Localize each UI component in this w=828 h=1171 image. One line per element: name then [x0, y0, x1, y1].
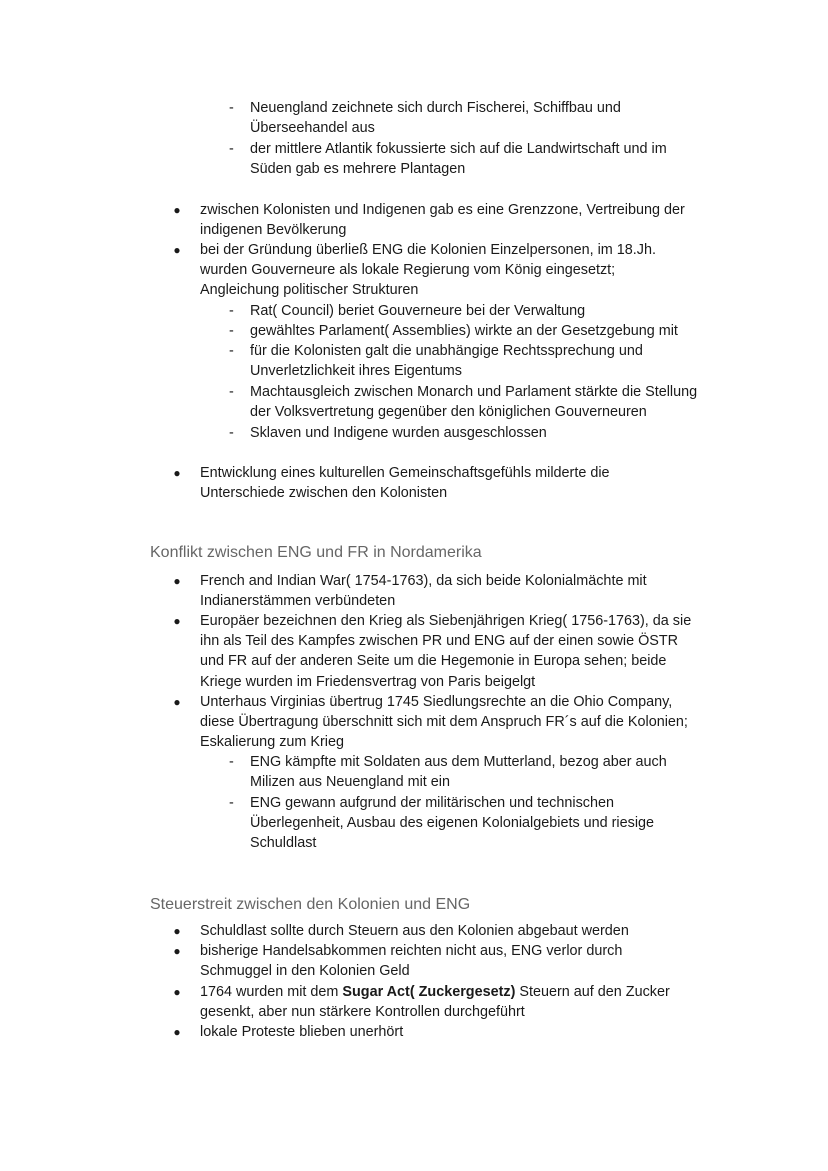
bullet-marker: ●	[173, 574, 181, 588]
list-item-text: Neuengland zeichnete sich durch Fischerei, Schiffbau und	[250, 100, 621, 116]
bullet-marker: ●	[173, 695, 181, 709]
list-item-text: Europäer bezeichnen den Krieg als Siebenjährigen Krieg( 1756-1763), da sie	[200, 613, 692, 629]
list-item-text: Indianerstämmen verbündeten	[200, 593, 396, 609]
bullet-marker: ●	[173, 243, 181, 257]
list-item-text: Unterhaus Virginias übertrug 1745 Siedlungsrechte an die Ohio Company,	[200, 694, 673, 710]
list-item-text: Sklaven und Indigene wurden ausgeschlossen	[250, 425, 547, 441]
list-item-text: Milizen aus Neuengland mit ein	[250, 774, 450, 790]
bullet-marker: ●	[173, 614, 181, 628]
bullet-marker: ●	[173, 466, 181, 480]
dash-marker: -	[229, 343, 234, 359]
list-item-text: wurden Gouverneure als lokale Regierung vom König eingesetzt;	[200, 262, 616, 278]
bullet-marker: ●	[173, 203, 181, 217]
list-item-text: Rat( Council) beriet Gouverneure bei der Verwaltung	[250, 303, 586, 319]
list-item-text: bei der Gründung überließ ENG die Kolonien Einzelpersonen, im 18.Jh.	[200, 242, 656, 258]
list-item-text: ENG kämpfte mit Soldaten aus dem Mutterland, bezog aber auch	[250, 754, 667, 770]
dash-marker: -	[229, 384, 234, 400]
list-item-text: French and Indian War( 1754-1763), da sich beide Kolonialmächte mit	[200, 573, 647, 589]
list-item-text: Überseehandel aus	[250, 120, 375, 136]
list-item-text: der Volksvertretung gegenüber den königlichen Gouverneuren	[250, 404, 647, 420]
dash-marker: -	[229, 141, 234, 157]
dash-marker: -	[229, 754, 234, 770]
list-item-text: für die Kolonisten galt die unabhängige Rechtssprechung und	[250, 343, 643, 359]
bullet-marker: ●	[173, 924, 181, 938]
dash-marker: -	[229, 425, 234, 441]
list-item-text: ENG gewann aufgrund der militärischen und technischen	[250, 795, 614, 811]
list-item-text: zwischen Kolonisten und Indigenen gab es eine Grenzzone, Vertreibung der	[200, 202, 685, 218]
bullet-marker: ●	[173, 985, 181, 999]
dash-marker: -	[229, 303, 234, 319]
list-item-text: gesenkt, aber nun stärkere Kontrollen durchgeführt	[200, 1004, 525, 1020]
list-item-text: Unverletzlichkeit ihres Eigentums	[250, 363, 462, 379]
list-item-text: und FR auf der anderen Seite um die Hegemonie in Europa sehen; beide	[200, 653, 667, 669]
list-item-text: Überlegenheit, Ausbau des eigenen Kolonialgebiets und riesige	[250, 815, 655, 831]
list-item-text: diese Übertragung überschnitt sich mit dem Anspruch FR´s auf die Kolonien;	[200, 714, 688, 730]
dash-marker: -	[229, 795, 234, 811]
list-item-text: gewähltes Parlament( Assemblies) wirkte an der Gesetzgebung mit	[250, 323, 678, 339]
list-item-text: Entwicklung eines kulturellen Gemeinschaftsgefühls milderte die	[200, 465, 610, 481]
list-item-text: lokale Proteste blieben unerhört	[200, 1024, 404, 1040]
list-item-text: Angleichung politischer Strukturen	[200, 282, 419, 298]
list-item-text: bisherige Handelsabkommen reichten nicht aus, ENG verlor durch	[200, 943, 623, 959]
bold-term: Sugar Act( Zuckergesetz)	[342, 984, 516, 1000]
list-item-text: Machtausgleich zwischen Monarch und Parlament stärkte die Stellung	[250, 384, 698, 400]
dash-marker: -	[229, 100, 234, 116]
list-item-text: Eskalierung zum Krieg	[200, 734, 344, 750]
list-item-text: Schuldlast	[250, 835, 317, 851]
list-item-text: Süden gab es mehrere Plantagen	[250, 161, 466, 177]
list-item-text: ihn als Teil des Kampfes zwischen PR und ENG auf der einen sowie ÖSTR	[200, 633, 679, 649]
text-run: 1764 wurden mit dem	[200, 984, 343, 1000]
list-item-text	[200, 982, 670, 1002]
list-item-text: Kriege wurden im Friedensvertrag von Paris beigelgt	[200, 674, 536, 690]
dash-marker: -	[229, 323, 234, 339]
section-heading: Konflikt zwischen ENG und FR in Nordamerika	[150, 544, 482, 561]
list-item-text: indigenen Bevölkerung	[200, 222, 347, 238]
list-item-text: Schuldlast sollte durch Steuern aus den Kolonien abgebaut werden	[200, 923, 629, 939]
bullet-marker: ●	[173, 944, 181, 958]
list-item-text: Unterschiede zwischen den Kolonisten	[200, 485, 448, 501]
list-item-text: Schmuggel in den Kolonien Geld	[200, 963, 410, 979]
section-heading: Steuerstreit zwischen den Kolonien und ENG	[150, 896, 471, 913]
list-item-text: der mittlere Atlantik fokussierte sich auf die Landwirtschaft und im	[250, 141, 667, 157]
bullet-marker: ●	[173, 1025, 181, 1039]
text-run: Steuern auf den Zucker	[515, 984, 670, 1000]
